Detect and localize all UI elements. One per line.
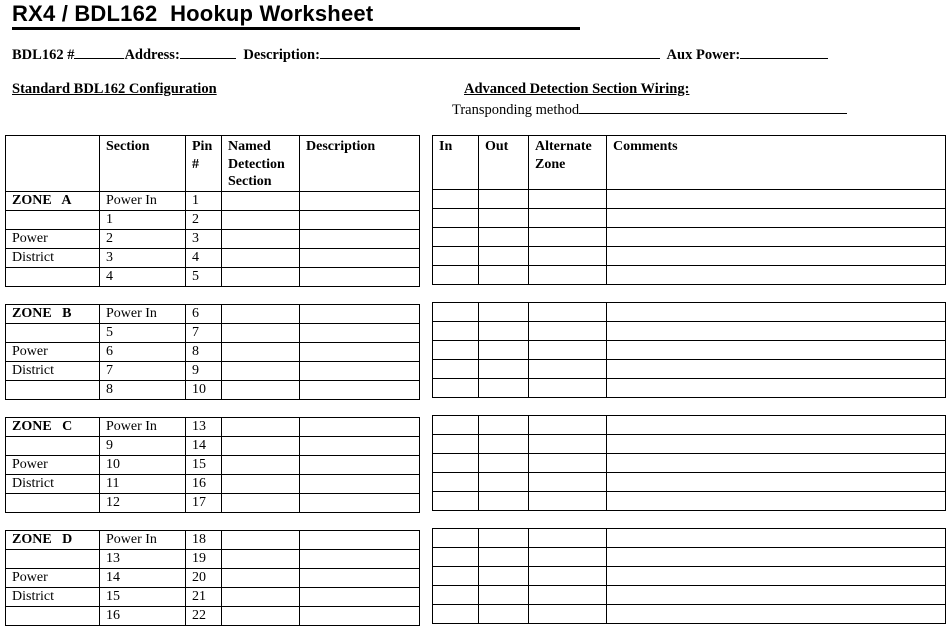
in-cell[interactable] [433, 379, 479, 398]
pin-cell: 19 [186, 549, 222, 568]
power-label: Power [6, 342, 100, 361]
named-detection-section-cell[interactable] [222, 210, 300, 229]
right-column-header: Alternate Zone [529, 136, 607, 190]
left-column-header: Pin # [186, 136, 222, 192]
comments-cell[interactable] [607, 341, 946, 360]
zone-spacer-cell [433, 511, 946, 529]
pin-cell: 9 [186, 361, 222, 380]
left-column-header: Section [100, 136, 186, 192]
zone-row [6, 248, 420, 267]
description-cell[interactable] [300, 191, 420, 210]
wiring-row [433, 416, 946, 435]
pin-cell: 14 [186, 436, 222, 455]
alternate-zone-cell[interactable] [529, 435, 607, 454]
pin-cell: 10 [186, 380, 222, 399]
section-cell: 16 [100, 606, 186, 625]
in-cell[interactable] [433, 322, 479, 341]
alternate-zone-cell[interactable] [529, 492, 607, 511]
pin-cell: 1 [186, 191, 222, 210]
zone-label-cell [6, 267, 100, 286]
description-cell[interactable] [300, 342, 420, 361]
wiring-row [433, 209, 946, 228]
description-cell[interactable] [300, 606, 420, 625]
zone-label-cell [6, 210, 100, 229]
right-column-header: Out [479, 136, 529, 190]
named-detection-section-cell[interactable] [222, 568, 300, 587]
named-detection-section-cell[interactable] [222, 549, 300, 568]
comments-cell[interactable] [607, 605, 946, 624]
out-cell[interactable] [479, 228, 529, 247]
description-cell[interactable] [300, 361, 420, 380]
alternate-zone-cell[interactable] [529, 586, 607, 605]
right-column-header: Comments [607, 136, 946, 190]
description-cell[interactable] [300, 210, 420, 229]
transponding-label: Transponding method [452, 102, 580, 118]
advanced-wiring-heading: Advanced Detection Section Wiring: [464, 81, 690, 97]
comments-cell[interactable] [607, 322, 946, 341]
wiring-row [433, 586, 946, 605]
out-cell[interactable] [479, 303, 529, 322]
out-cell[interactable] [479, 209, 529, 228]
section-cell: 4 [100, 267, 186, 286]
section-cell: 7 [100, 361, 186, 380]
section-cell: 9 [100, 436, 186, 455]
district-label: District [6, 248, 100, 267]
wiring-row [433, 247, 946, 266]
section-cell: 2 [100, 229, 186, 248]
pin-cell: 8 [186, 342, 222, 361]
pin-cell: 15 [186, 455, 222, 474]
named-detection-section-cell[interactable] [222, 361, 300, 380]
right-header-row [433, 136, 946, 190]
header-fields [12, 44, 828, 64]
power-label: Power [6, 568, 100, 587]
alternate-zone-cell[interactable] [529, 605, 607, 624]
comments-cell[interactable] [607, 379, 946, 398]
zone-row [6, 493, 420, 512]
zone-row [6, 530, 420, 549]
in-cell[interactable] [433, 209, 479, 228]
alternate-zone-cell[interactable] [529, 322, 607, 341]
section-cell: 6 [100, 342, 186, 361]
in-cell[interactable] [433, 435, 479, 454]
wiring-row [433, 529, 946, 548]
comments-cell[interactable] [607, 435, 946, 454]
pin-cell: 18 [186, 530, 222, 549]
named-detection-section-cell[interactable] [222, 436, 300, 455]
zone-row [6, 342, 420, 361]
alternate-zone-cell[interactable] [529, 303, 607, 322]
zone-row [6, 549, 420, 568]
section-cell: 5 [100, 323, 186, 342]
comments-cell[interactable] [607, 567, 946, 586]
zone-name: ZONE C [6, 417, 100, 436]
pin-cell: 21 [186, 587, 222, 606]
description-cell[interactable] [300, 380, 420, 399]
zone-row [6, 474, 420, 493]
in-cell[interactable] [433, 605, 479, 624]
named-detection-section-cell[interactable] [222, 587, 300, 606]
zone-label-cell [6, 380, 100, 399]
alternate-zone-cell[interactable] [529, 209, 607, 228]
zone-name: ZONE D [6, 530, 100, 549]
pin-cell: 6 [186, 304, 222, 323]
zone-label-cell [6, 549, 100, 568]
district-label: District [6, 474, 100, 493]
wiring-row [433, 605, 946, 624]
section-cell: 1 [100, 210, 186, 229]
alternate-zone-cell[interactable] [529, 454, 607, 473]
zone-row [6, 229, 420, 248]
district-label: District [6, 361, 100, 380]
named-detection-section-cell[interactable] [222, 474, 300, 493]
named-detection-section-cell[interactable] [222, 606, 300, 625]
zone-row [6, 361, 420, 380]
description-cell[interactable] [300, 417, 420, 436]
out-cell[interactable] [479, 266, 529, 285]
named-detection-section-cell[interactable] [222, 267, 300, 286]
zone-spacer [6, 399, 420, 417]
out-cell[interactable] [479, 247, 529, 266]
zone-spacer [433, 398, 946, 416]
description-cell[interactable] [300, 530, 420, 549]
comments-cell[interactable] [607, 529, 946, 548]
named-detection-section-cell[interactable] [222, 455, 300, 474]
zone-label-cell [6, 493, 100, 512]
description-cell[interactable] [300, 267, 420, 286]
pin-cell: 3 [186, 229, 222, 248]
alternate-zone-cell[interactable] [529, 266, 607, 285]
section-cell: Power In [100, 530, 186, 549]
named-detection-section-cell[interactable] [222, 342, 300, 361]
in-cell[interactable] [433, 228, 479, 247]
section-cell: 10 [100, 455, 186, 474]
zone-spacer [6, 512, 420, 530]
bdl-number-field[interactable] [74, 44, 124, 59]
named-detection-section-cell[interactable] [222, 417, 300, 436]
comments-cell[interactable] [607, 548, 946, 567]
wiring-row [433, 473, 946, 492]
description-cell[interactable] [300, 304, 420, 323]
named-detection-section-cell[interactable] [222, 530, 300, 549]
description-cell[interactable] [300, 248, 420, 267]
pin-cell: 2 [186, 210, 222, 229]
aux-power-field[interactable] [740, 44, 828, 59]
section-cell: 12 [100, 493, 186, 512]
alternate-zone-cell[interactable] [529, 548, 607, 567]
comments-cell[interactable] [607, 228, 946, 247]
zone-label-cell [6, 436, 100, 455]
wiring-row [433, 435, 946, 454]
out-cell[interactable] [479, 492, 529, 511]
out-cell[interactable] [479, 548, 529, 567]
power-label: Power [6, 455, 100, 474]
pin-cell: 20 [186, 568, 222, 587]
power-label: Power [6, 229, 100, 248]
district-label: District [6, 587, 100, 606]
zone-spacer-cell [6, 286, 420, 304]
worksheet-title: RX4 / BDL162 Hookup Worksheet [12, 1, 374, 26]
in-cell[interactable] [433, 247, 479, 266]
named-detection-section-cell[interactable] [222, 191, 300, 210]
aux-power-label: Aux Power: [666, 47, 741, 63]
pin-cell: 7 [186, 323, 222, 342]
alternate-zone-cell[interactable] [529, 341, 607, 360]
pin-cell: 17 [186, 493, 222, 512]
named-detection-section-cell[interactable] [222, 304, 300, 323]
section-cell: 15 [100, 587, 186, 606]
transponding-row [452, 99, 847, 119]
out-cell[interactable] [479, 586, 529, 605]
out-cell[interactable] [479, 529, 529, 548]
in-cell[interactable] [433, 529, 479, 548]
out-cell[interactable] [479, 435, 529, 454]
zone-name: ZONE A [6, 191, 100, 210]
zone-row [6, 191, 420, 210]
section-cell: 3 [100, 248, 186, 267]
description-cell[interactable] [300, 549, 420, 568]
pin-cell: 16 [186, 474, 222, 493]
comments-cell[interactable] [607, 360, 946, 379]
in-cell[interactable] [433, 341, 479, 360]
section-cell: 14 [100, 568, 186, 587]
in-cell[interactable] [433, 303, 479, 322]
zone-label-cell [6, 606, 100, 625]
description-cell[interactable] [300, 436, 420, 455]
description-field[interactable] [320, 44, 660, 59]
out-cell[interactable] [479, 416, 529, 435]
out-cell[interactable] [479, 360, 529, 379]
wiring-row [433, 360, 946, 379]
out-cell[interactable] [479, 190, 529, 209]
out-cell[interactable] [479, 341, 529, 360]
in-cell[interactable] [433, 473, 479, 492]
alternate-zone-cell[interactable] [529, 247, 607, 266]
in-cell[interactable] [433, 266, 479, 285]
wiring-row [433, 322, 946, 341]
out-cell[interactable] [479, 605, 529, 624]
in-cell[interactable] [433, 454, 479, 473]
pin-cell: 4 [186, 248, 222, 267]
wiring-row [433, 190, 946, 209]
zone-row [6, 455, 420, 474]
pin-cell: 22 [186, 606, 222, 625]
wiring-row [433, 341, 946, 360]
section-cell: Power In [100, 304, 186, 323]
comments-cell[interactable] [607, 454, 946, 473]
out-cell[interactable] [479, 567, 529, 586]
in-cell[interactable] [433, 416, 479, 435]
zone-label-cell [6, 323, 100, 342]
wiring-row [433, 228, 946, 247]
address-label: Address: [124, 47, 180, 63]
zone-spacer-cell [433, 398, 946, 416]
comments-cell[interactable] [607, 209, 946, 228]
zone-spacer-cell [433, 285, 946, 303]
section-cell: 11 [100, 474, 186, 493]
named-detection-section-cell[interactable] [222, 229, 300, 248]
description-cell[interactable] [300, 493, 420, 512]
named-detection-section-cell[interactable] [222, 323, 300, 342]
comments-cell[interactable] [607, 190, 946, 209]
zone-row [6, 417, 420, 436]
zone-spacer-cell [6, 399, 420, 417]
section-cell: 13 [100, 549, 186, 568]
comments-cell[interactable] [607, 247, 946, 266]
comments-cell[interactable] [607, 416, 946, 435]
zone-row [6, 606, 420, 625]
comments-cell[interactable] [607, 266, 946, 285]
named-detection-section-cell[interactable] [222, 248, 300, 267]
description-cell[interactable] [300, 229, 420, 248]
in-cell[interactable] [433, 190, 479, 209]
right-column-header: In [433, 136, 479, 190]
alternate-zone-cell[interactable] [529, 190, 607, 209]
zone-row [6, 323, 420, 342]
named-detection-section-cell[interactable] [222, 380, 300, 399]
in-cell[interactable] [433, 492, 479, 511]
zone-row [6, 267, 420, 286]
wiring-row [433, 303, 946, 322]
in-cell[interactable] [433, 586, 479, 605]
wiring-row [433, 379, 946, 398]
description-cell[interactable] [300, 474, 420, 493]
wiring-row [433, 492, 946, 511]
named-detection-section-cell[interactable] [222, 493, 300, 512]
comments-cell[interactable] [607, 586, 946, 605]
comments-cell[interactable] [607, 473, 946, 492]
comments-cell[interactable] [607, 303, 946, 322]
alternate-zone-cell[interactable] [529, 567, 607, 586]
section-cell: Power In [100, 191, 186, 210]
zone-row [6, 304, 420, 323]
zone-row [6, 568, 420, 587]
zone-spacer [433, 511, 946, 529]
zone-name: ZONE B [6, 304, 100, 323]
zone-row [6, 380, 420, 399]
zone-row [6, 587, 420, 606]
in-cell[interactable] [433, 567, 479, 586]
wiring-row [433, 567, 946, 586]
left-column-header: Description [300, 136, 420, 192]
zone-spacer [433, 285, 946, 303]
alternate-zone-cell[interactable] [529, 473, 607, 492]
out-cell[interactable] [479, 454, 529, 473]
out-cell[interactable] [479, 322, 529, 341]
wiring-row [433, 454, 946, 473]
out-cell[interactable] [479, 473, 529, 492]
description-label: Description: [243, 47, 320, 63]
title-underline [12, 27, 580, 30]
transponding-field[interactable] [579, 99, 847, 114]
left-header-row [6, 136, 420, 192]
description-cell[interactable] [300, 323, 420, 342]
out-cell[interactable] [479, 379, 529, 398]
left-column-header: Named Detection Section [222, 136, 300, 192]
advanced-wiring-table [432, 135, 946, 624]
alternate-zone-cell[interactable] [529, 529, 607, 548]
section-cell: Power In [100, 417, 186, 436]
section-cell: 8 [100, 380, 186, 399]
standard-config-table [5, 135, 420, 626]
comments-cell[interactable] [607, 492, 946, 511]
in-cell[interactable] [433, 360, 479, 379]
wiring-row [433, 266, 946, 285]
pin-cell: 5 [186, 267, 222, 286]
bdl-number-label: BDL162 # [12, 47, 75, 63]
description-cell[interactable] [300, 568, 420, 587]
description-cell[interactable] [300, 455, 420, 474]
alternate-zone-cell[interactable] [529, 360, 607, 379]
in-cell[interactable] [433, 548, 479, 567]
alternate-zone-cell[interactable] [529, 416, 607, 435]
description-cell[interactable] [300, 587, 420, 606]
zone-row [6, 436, 420, 455]
zone-row [6, 210, 420, 229]
alternate-zone-cell[interactable] [529, 379, 607, 398]
standard-config-heading: Standard BDL162 Configuration [12, 81, 217, 97]
alternate-zone-cell[interactable] [529, 228, 607, 247]
zone-spacer-cell [6, 512, 420, 530]
address-field[interactable] [180, 44, 236, 59]
zone-spacer [6, 286, 420, 304]
wiring-row [433, 548, 946, 567]
pin-cell: 13 [186, 417, 222, 436]
left-column-header [6, 136, 100, 192]
